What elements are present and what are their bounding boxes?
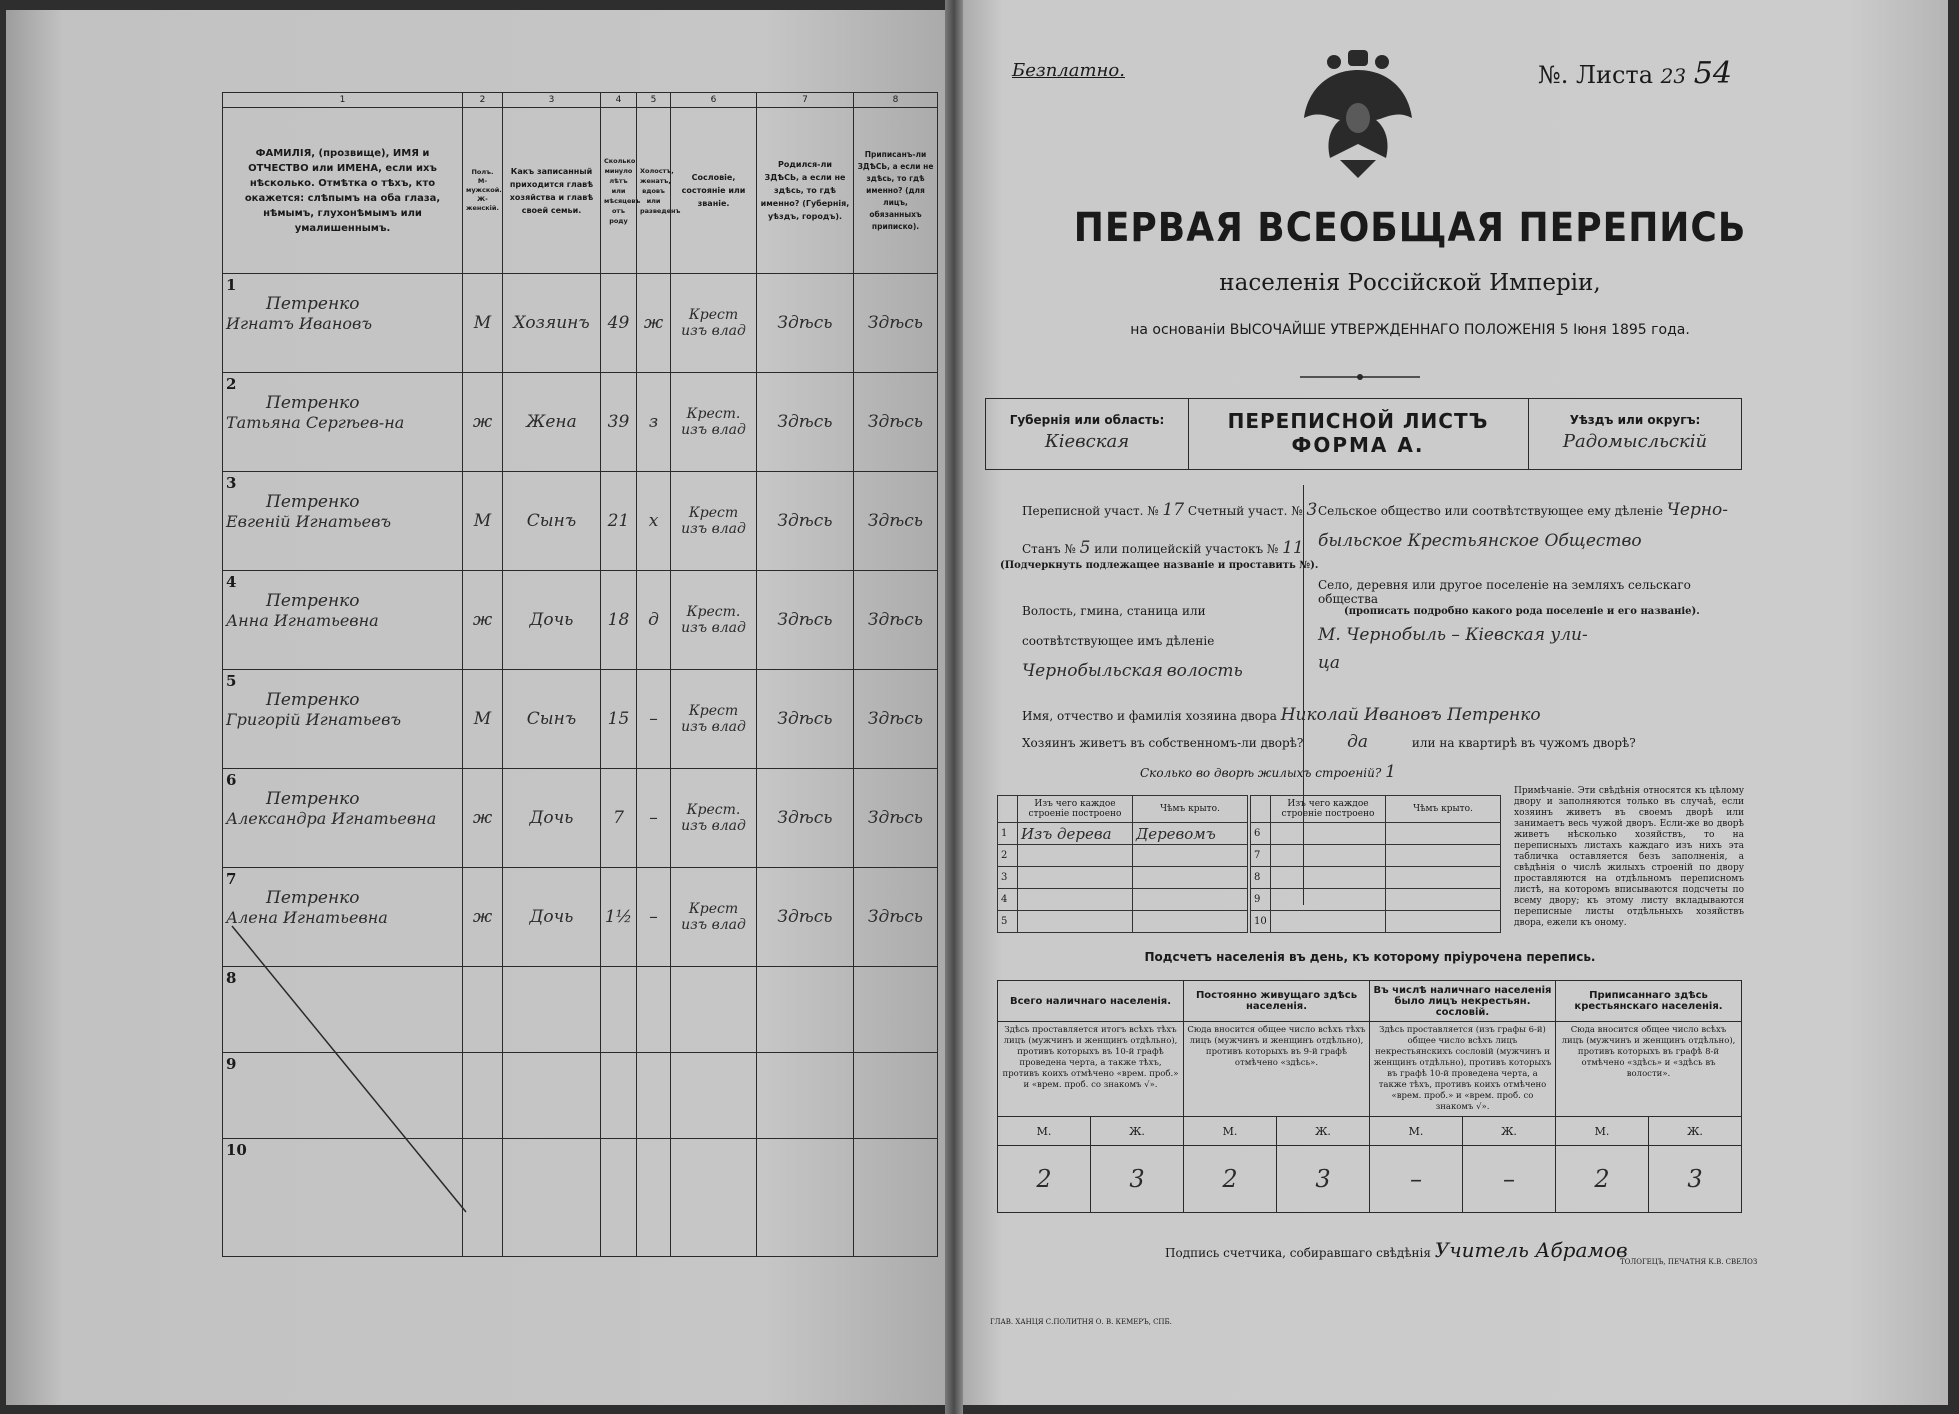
person-registered: Здѣсь	[854, 274, 938, 373]
count-value: 2	[998, 1146, 1091, 1213]
buildings-table-right: Изъ чего каждое строеніе построено Чѣмъ крыто. 6 7 8 9 10	[1250, 795, 1501, 933]
person-surname: Петренко	[266, 888, 360, 909]
count-description: Сюда вносится общее число всѣхъ тѣхъ лицъ (мужчинъ и женщинъ отдѣльно), противъ которыхъ въ 9-й графѣ отмѣчено «здѣсь».	[1184, 1022, 1370, 1117]
column-number: 6	[671, 93, 757, 108]
form-title-cell	[1188, 399, 1529, 469]
person-estate: Крест. изъ влад	[671, 769, 757, 868]
form-subtitle: ФОРМА А.	[1291, 433, 1425, 457]
schetny-label: Счетный участ. №	[1187, 504, 1303, 518]
person-given-name: Анна Игнатьевна	[226, 611, 379, 631]
column-number: 5	[637, 93, 671, 108]
building-material: Изъ дерева	[1018, 823, 1133, 845]
printer-imprint-right: ТОЛОГЕЦЪ, ПЕЧАТНЯ К.В. СВЕЛОЗ	[1620, 1258, 1758, 1266]
person-relation: Сынъ	[503, 472, 601, 571]
person-birthplace: Здѣсь	[757, 769, 854, 868]
person-estate: Крест изъ влад	[671, 274, 757, 373]
stan-value: 5	[1079, 538, 1091, 558]
column-number: 4	[601, 93, 637, 108]
person-relation: Сынъ	[503, 670, 601, 769]
person-sex: ж	[463, 373, 503, 472]
police-value: 11	[1282, 538, 1304, 558]
person-relation: Дочь	[503, 571, 601, 670]
person-given-name: Татьяна Сергѣев-на	[226, 413, 405, 433]
person-surname: Петренко	[266, 690, 360, 711]
person-marital: –	[637, 769, 671, 868]
village-label: Село, деревня или другое поселеніе на земляхъ сельскаго общества	[1318, 578, 1691, 606]
person-birthplace: Здѣсь	[757, 670, 854, 769]
building-row: 2	[998, 845, 1248, 867]
uchastok-value: 17	[1162, 500, 1185, 520]
society-value: Черно-	[1666, 500, 1729, 520]
person-age: 49	[601, 274, 637, 373]
person-marital: –	[637, 868, 671, 967]
own-yard-value: да	[1347, 732, 1369, 752]
count-value: 3	[1091, 1146, 1184, 1213]
sheet-number	[1538, 56, 1732, 91]
column-number: 1	[223, 93, 463, 108]
person-sex: ж	[463, 571, 503, 670]
building-row: 6	[1251, 823, 1501, 845]
row-number: 7	[226, 870, 237, 889]
roof-header: Чѣмъ крыто.	[1133, 796, 1248, 823]
person-estate: Крест изъ влад	[671, 868, 757, 967]
row-number: 6	[226, 771, 237, 790]
form-title: ПЕРЕПИСНОЙ ЛИСТЪ	[1227, 409, 1489, 433]
sex-label: Ж.	[1649, 1117, 1742, 1146]
sheet-number-new: 54	[1693, 56, 1732, 91]
stan-label: Станъ №	[1022, 542, 1076, 556]
buildings-note: Примѣчаніе. Эти свѣдѣнія относятся къ цѣлому двору и заполняются только въ случаѣ, если хозяинъ живетъ въ своемъ дворѣ или занимаетъ весь чужой дворъ. Если-же во дворѣ живетъ нѣсколько хозяйствъ, то на переписныхъ листахъ каждаго изъ нихъ эта табличка оставляется безъ заполненія, а свѣдѣнія о числѣ жилыхъ строеній по двору проставляются на отдѣльномъ переписномъ листѣ, на которомъ вписываются подсчеты по всему двору; къ этому листу вкладываются переписные листы отдѣльныхъ хозяйствъ двора, ежели къ оному.	[1514, 786, 1744, 928]
gubernia-value: Кіевская	[1044, 431, 1130, 452]
form-header-box	[985, 398, 1742, 470]
person-marital: –	[637, 670, 671, 769]
row-number: 5	[226, 672, 237, 691]
sex-label: Ж.	[1091, 1117, 1184, 1146]
row-number: 9	[226, 1055, 237, 1074]
count-description: Здѣсь проставляется итогъ всѣхъ тѣхъ лицъ (мужчинъ и женщинъ отдѣльно), противъ которыхъ въ 10-й графѣ проведена черта, а также тѣхъ, противъ коихъ отмѣчено «врем. проб.» и «врем. проб. со знакомъ √».	[998, 1022, 1184, 1117]
building-row: 5	[998, 911, 1248, 933]
building-row: 8	[1251, 867, 1501, 889]
underline-note: (Подчеркнуть подлежащее названіе и проставить №).	[1000, 560, 1319, 571]
count-value: 2	[1556, 1146, 1649, 1213]
uezd-value: Радомысльскій	[1562, 431, 1708, 452]
person-relation: Дочь	[503, 769, 601, 868]
person-surname: Петренко	[266, 789, 360, 810]
buildings-value: 1	[1385, 762, 1396, 782]
signature-field	[1165, 1238, 1628, 1262]
column-number: 2	[463, 93, 503, 108]
person-relation: Дочь	[503, 868, 601, 967]
ornament-divider	[1300, 372, 1420, 382]
uezd-label: Уѣздъ или округъ:	[1569, 413, 1701, 427]
material-header: Изъ чего каждое строеніе построено	[1018, 796, 1133, 823]
buildings-label: Сколько во дворѣ жилыхъ строеній?	[1140, 766, 1382, 780]
column-number: 3	[503, 93, 601, 108]
person-registered: Здѣсь	[854, 373, 938, 472]
volost-value-2: волость	[1166, 661, 1243, 681]
person-birthplace: Здѣсь	[757, 571, 854, 670]
sex-label: М.	[1556, 1117, 1649, 1146]
header-registered: Приписанъ-ли ЗДѢСЬ, а если не здѣсь, то гдѣ именно? (для лицъ, обязанныхъ приписко).	[854, 108, 938, 274]
village-field	[1318, 578, 1738, 673]
society-value-2: быльское Крестьянское Общество	[1318, 531, 1642, 551]
person-estate: Крест изъ влад	[671, 670, 757, 769]
building-row: 3	[998, 867, 1248, 889]
row-number: 1	[226, 276, 237, 295]
signature-value: Учитель Абрамов	[1434, 1238, 1628, 1262]
building-roof: Деревомъ	[1133, 823, 1248, 845]
building-row: 1 Изъ дерева Деревомъ	[998, 823, 1248, 845]
count-header: Приписаннаго здѣсь крестьянскаго населенія.	[1556, 981, 1742, 1022]
uchastok-label: Переписной участ. №	[1022, 504, 1159, 518]
person-registered: Здѣсь	[854, 868, 938, 967]
person-birthplace: Здѣсь	[757, 274, 854, 373]
person-estate: Крест. изъ влад	[671, 373, 757, 472]
person-age: 21	[601, 472, 637, 571]
schetny-value: 3	[1306, 500, 1318, 520]
person-birthplace: Здѣсь	[757, 868, 854, 967]
count-value: 2	[1184, 1146, 1277, 1213]
person-estate: Крест. изъ влад	[671, 571, 757, 670]
person-surname: Петренко	[266, 492, 360, 513]
header-sex: Полъ. М-мужской. Ж-женскій.	[463, 108, 503, 274]
header-estate: Сословіе, состояніе или званіе.	[671, 108, 757, 274]
village-value: М. Чернобыль – Кіевская ули-	[1318, 625, 1588, 645]
census-subtitle: населенія Россійской Имперіи,	[1219, 270, 1601, 296]
person-marital: з	[637, 373, 671, 472]
rent-label: или на квартирѣ въ чужомъ дворѣ?	[1411, 736, 1636, 750]
owner-field	[1022, 705, 1541, 725]
person-given-name: Григорій Игнатьевъ	[226, 710, 402, 730]
census-title: ПЕРВАЯ ВСЕОБЩАЯ ПЕРЕПИСЬ	[1073, 205, 1747, 251]
owner-label: Имя, отчество и фамилія хозяина двора	[1022, 709, 1277, 723]
person-marital: д	[637, 571, 671, 670]
person-marital: х	[637, 472, 671, 571]
gubernia-cell	[986, 399, 1189, 469]
person-given-name: Алена Игнатьевна	[226, 908, 388, 928]
person-registered: Здѣсь	[854, 472, 938, 571]
volost-field	[1022, 596, 1284, 687]
person-sex: ж	[463, 868, 503, 967]
person-birthplace: Здѣсь	[757, 373, 854, 472]
row-number: 4	[226, 573, 237, 592]
count-description: Здѣсь проставляется (изъ графы 6-й) общее число всѣхъ лицъ некрестьянскихъ сословій (мужчинъ и женщинъ отдѣльно), противъ которыхъ въ графѣ 10-й проведена черта, а также тѣхъ, противъ коихъ отмѣчено «врем. проб.» и «врем. проб. со знакомъ √».	[1370, 1022, 1556, 1117]
buildings-field	[1140, 762, 1396, 782]
buildings-table-left	[997, 795, 1248, 933]
society-label: Сельское общество или соотвѣтствующее ему дѣленіе	[1318, 504, 1663, 518]
society-field	[1318, 495, 1738, 557]
person-marital: ж	[637, 274, 671, 373]
person-given-name: Игнатъ Ивановъ	[226, 314, 372, 334]
header-relation: Какъ записанный приходится главѣ хозяйства и главѣ своей семьи.	[503, 108, 601, 274]
own-yard-label: Хозяинъ живетъ въ собственномъ-ли дворѣ?	[1022, 736, 1304, 750]
person-birthplace: Здѣсь	[757, 472, 854, 571]
sex-label: Ж.	[1463, 1117, 1556, 1146]
stan-field	[1022, 538, 1304, 558]
population-count-title: Подсчетъ населенія въ день, къ которому пріурочена перепись.	[1144, 950, 1596, 964]
person-age: 18	[601, 571, 637, 670]
count-header: Постоянно живущаго здѣсь населенія.	[1184, 981, 1370, 1022]
village-value-2: ца	[1318, 653, 1340, 673]
person-given-name: Александра Игнатьевна	[226, 809, 437, 829]
building-row: 4	[998, 889, 1248, 911]
sheet-number-label: №. Листа	[1538, 61, 1654, 89]
person-estate: Крест изъ влад	[671, 472, 757, 571]
police-label: или полицейскій участокъ №	[1094, 542, 1279, 556]
header-age: Сколько минуло лѣтъ или мѣсяцевъ отъ роду	[601, 108, 637, 274]
person-sex: М	[463, 274, 503, 373]
sex-label: Ж.	[1277, 1117, 1370, 1146]
signature-label: Подпись счетчика, собиравшаго свѣдѣнія	[1165, 1246, 1431, 1260]
imperial-eagle-emblem	[1300, 48, 1416, 180]
count-value: –	[1370, 1146, 1463, 1213]
building-row: 9	[1251, 889, 1501, 911]
free-of-charge-label: Безплатно.	[1012, 60, 1125, 81]
population-count-table	[997, 980, 1742, 1213]
row-number: 2	[226, 375, 237, 394]
count-description: Сюда вносится общее число всѣхъ лицъ (мужчинъ и женщинъ отдѣльно), противъ которыхъ въ графѣ 8-й отмѣчено «здѣсь» и «здѣсь въ волости».	[1556, 1022, 1742, 1117]
person-age: 1½	[601, 868, 637, 967]
row-number: 10	[226, 1141, 247, 1160]
count-header: Всего наличнаго населенія.	[998, 981, 1184, 1022]
row-number: 3	[226, 474, 237, 493]
person-age: 39	[601, 373, 637, 472]
person-given-name: Евгеній Игнатьевъ	[226, 512, 392, 532]
header-birthplace: Родился-ли ЗДѢСЬ, а если не здѣсь, то гдѣ именно? (Губернія, уѣздъ, городъ).	[757, 108, 854, 274]
person-sex: ж	[463, 769, 503, 868]
count-value: 3	[1277, 1146, 1370, 1213]
header-marital: Холостъ, женатъ, вдовъ или разведенъ	[637, 108, 671, 274]
sheet-number-old: 23	[1660, 64, 1687, 88]
uchastok-field	[1022, 500, 1317, 520]
sex-label: М.	[1184, 1117, 1277, 1146]
column-number: 7	[757, 93, 854, 108]
building-row: 7	[1251, 845, 1501, 867]
census-basis: на основаніи ВЫСОЧАЙШЕ УТВЕРЖДЕННАГО ПОЛОЖЕНІЯ 5 Іюня 1895 года.	[1130, 322, 1690, 338]
printer-imprint-left: ГЛАВ. ХАНЦЯ С.ПОЛИТНЯ О. В. КЕМЕРЪ, СПБ.	[990, 1318, 1172, 1326]
owner-value: Николай Ивановъ Петренко	[1280, 705, 1541, 725]
uezd-cell	[1529, 399, 1741, 469]
person-sex: М	[463, 472, 503, 571]
header-name: ФАМИЛІЯ, (прозвище), ИМЯ и ОТЧЕСТВО или ИМЕНА, если ихъ нѣсколько. Отмѣтка о тѣхъ, кто окажется: слѣпымъ на оба глаза, нѣмымъ, глухонѣмымъ или умалишеннымъ.	[223, 108, 463, 274]
gubernia-label: Губернія или область:	[1009, 413, 1165, 427]
person-registered: Здѣсь	[854, 571, 938, 670]
person-relation: Хозяинъ	[503, 274, 601, 373]
sex-label: М.	[1370, 1117, 1463, 1146]
person-relation: Жена	[503, 373, 601, 472]
volost-label: Волость, гмина, станица или соотвѣтствующее имъ дѣленіе	[1022, 604, 1215, 648]
village-note: (прописать подробно какого рода поселеніе и его названіе).	[1344, 606, 1700, 617]
building-row: 10	[1251, 911, 1501, 933]
person-sex: М	[463, 670, 503, 769]
person-age: 7	[601, 769, 637, 868]
residence-field	[1022, 732, 1636, 752]
person-age: 15	[601, 670, 637, 769]
person-registered: Здѣсь	[854, 769, 938, 868]
count-value: –	[1463, 1146, 1556, 1213]
column-number: 8	[854, 93, 938, 108]
person-surname: Петренко	[266, 591, 360, 612]
count-value: 3	[1649, 1146, 1742, 1213]
row-number: 8	[226, 969, 237, 988]
person-surname: Петренко	[266, 393, 360, 414]
volost-value: Чернобыльская	[1022, 661, 1163, 681]
sex-label: М.	[998, 1117, 1091, 1146]
count-header: Въ числѣ наличнаго населенія было лицъ некрестьян. сословій.	[1370, 981, 1556, 1022]
person-surname: Петренко	[266, 294, 360, 315]
person-registered: Здѣсь	[854, 670, 938, 769]
